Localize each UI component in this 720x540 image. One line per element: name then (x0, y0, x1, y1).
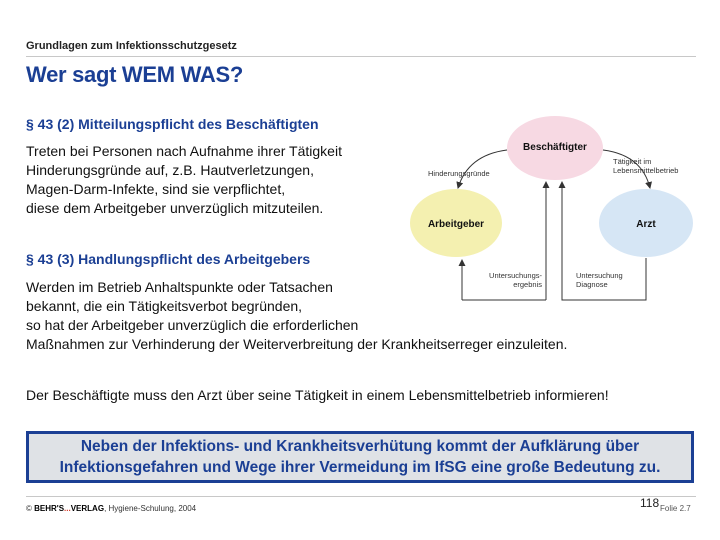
doctor-label: Arzt (636, 219, 656, 230)
employer-label: Arbeitgeber (427, 219, 485, 230)
slide-header: Grundlagen zum Infektionsschutzgesetz (26, 40, 237, 52)
body-line: Werden im Betrieb Anhaltspunkte oder Tatsachen (26, 279, 333, 295)
section-body-employee-duty (26, 142, 342, 218)
body-line: so hat der Arbeitgeber unverzüglich die erforderlichen (26, 317, 359, 333)
diagnosis-label-2: Diagnose (576, 280, 608, 289)
activity-label-2: Lebensmittelbetrieb (613, 166, 679, 175)
information-note: Der Beschäftigte muss den Arzt über seine Tätigkeit in einem Lebensmittelbetrieb informieren! (26, 387, 609, 403)
communication-diagram (400, 110, 710, 310)
body-line: Treten bei Personen nach Aufnahme ihrer Tätigkeit (26, 143, 342, 159)
body-line: Maßnahmen zur Verhinderung der Weiterverbreitung der Krankheitserreger einzuleiten. (26, 336, 568, 352)
callout-box (26, 431, 694, 483)
exam-result-label-2: ergebnis (513, 280, 542, 289)
publisher-brand-suffix: VERLAG (70, 504, 105, 513)
footer-copyright (26, 504, 196, 513)
hindrance-label: Hinderungsgründe (428, 169, 490, 178)
exam-result-label-1: Untersuchungs- (489, 271, 542, 280)
body-line: Hinderungsgründe auf, z.B. Hautverletzungen, (26, 162, 314, 178)
activity-label-1: Tätigkeit im (613, 157, 652, 166)
publisher-brand-dots: ... (64, 504, 71, 513)
copyright-symbol: © (26, 504, 32, 513)
footer-divider (26, 496, 696, 497)
slide-title: Wer sagt WEM WAS? (26, 62, 243, 87)
section-heading-employer-duty: § 43 (3) Handlungspflicht des Arbeitgebers (26, 251, 311, 267)
slide-number-label: Folie 2.7 (660, 504, 691, 513)
section-heading-employee-duty: § 43 (2) Mitteilungspflicht des Beschäftigten (26, 116, 319, 132)
diagnosis-label-1: Untersuchung (576, 271, 623, 280)
body-line: Magen-Darm-Infekte, sind sie verpflichtet, (26, 181, 286, 197)
header-divider (26, 56, 696, 57)
body-line: bekannt, die ein Tätigkeitsverbot begründen, (26, 298, 303, 314)
footer-text: , Hygiene-Schulung, 2004 (104, 504, 197, 513)
page-number: 118 (640, 496, 660, 510)
body-line: diese dem Arbeitgeber unverzüglich mitzuteilen. (26, 200, 324, 216)
employee-label: Beschäftigter (523, 142, 587, 153)
callout-line: Neben der Infektions- und Krankheitsverhütung kommt der Aufklärung über (80, 438, 640, 455)
publisher-brand: BEHR'S (34, 504, 65, 513)
callout-line: Infektionsgefahren und Wege ihrer Vermeidung im IfSG eine große Bedeutung zu. (59, 459, 661, 476)
